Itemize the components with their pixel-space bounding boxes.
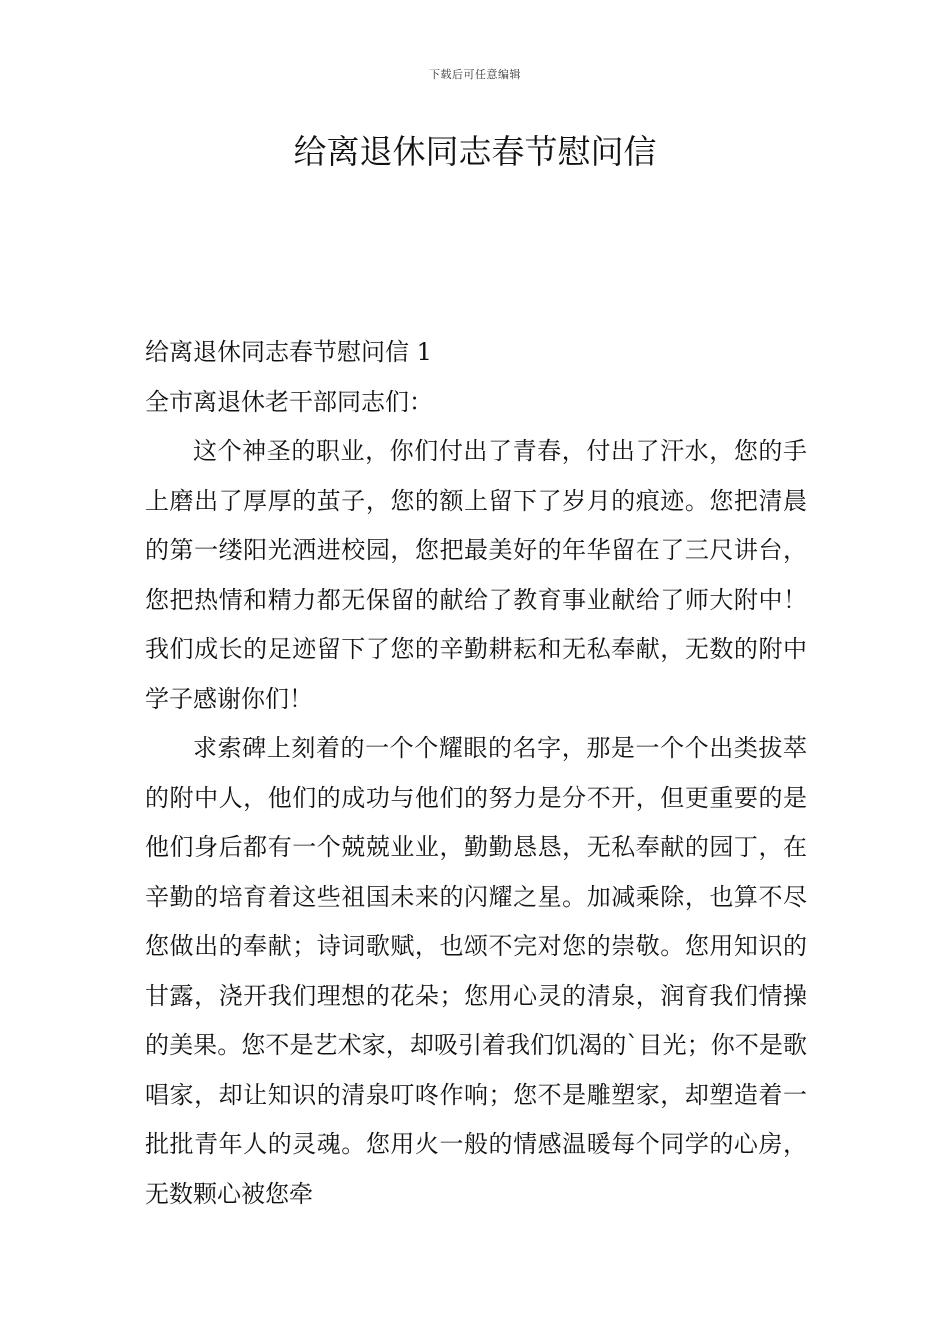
document-body xyxy=(145,328,807,1219)
section-heading: 给离退休同志春节慰问信 1 xyxy=(145,338,432,366)
paragraph-2: 求索碑上刻着的一个个耀眼的名字，那是一个个出类拔萃的附中人，他们的成功与他们的努力是分不开，但更重要的是他们身后都有一个兢兢业业，勤勤恳恳，无私奉献的园丁，在辛勤的培育着这些祖国未来的闪耀之星。加减乘除，也算不尽您做出的奉献；诗词歌赋，也颂不完对您的崇敬。您用知识的甘露，浇开我们理想的花朵；您用心灵的清泉，润育我们情操的美果。您不是艺术家，却吸引着我们饥渴的`目光；你不是歌唱家，却让知识的清泉叮咚作响；您不是雕塑家，却塑造着一批批青年人的灵魂。您用火一般的情感温暖每个同学的心房，无数颗心被您牵 xyxy=(145,734,807,1208)
paragraph-1: 这个神圣的职业，你们付出了青春，付出了汗水，您的手上磨出了厚厚的茧子，您的额上留下了岁月的痕迹。您把清晨的第一缕阳光洒进校园，您把最美好的年华留在了三尺讲台，您把热情和精力都无保留的献给了教育事业献给了师大附中！我们成长的足迹留下了您的辛勤耕耘和无私奉献，无数的附中学子感谢你们！ xyxy=(145,437,807,713)
page-header-note: 下载后可任意编辑 xyxy=(429,68,521,81)
salutation: 全市离退休老干部同志们： xyxy=(145,387,433,416)
document-title: 给离退休同志春节慰问信 xyxy=(293,132,657,171)
